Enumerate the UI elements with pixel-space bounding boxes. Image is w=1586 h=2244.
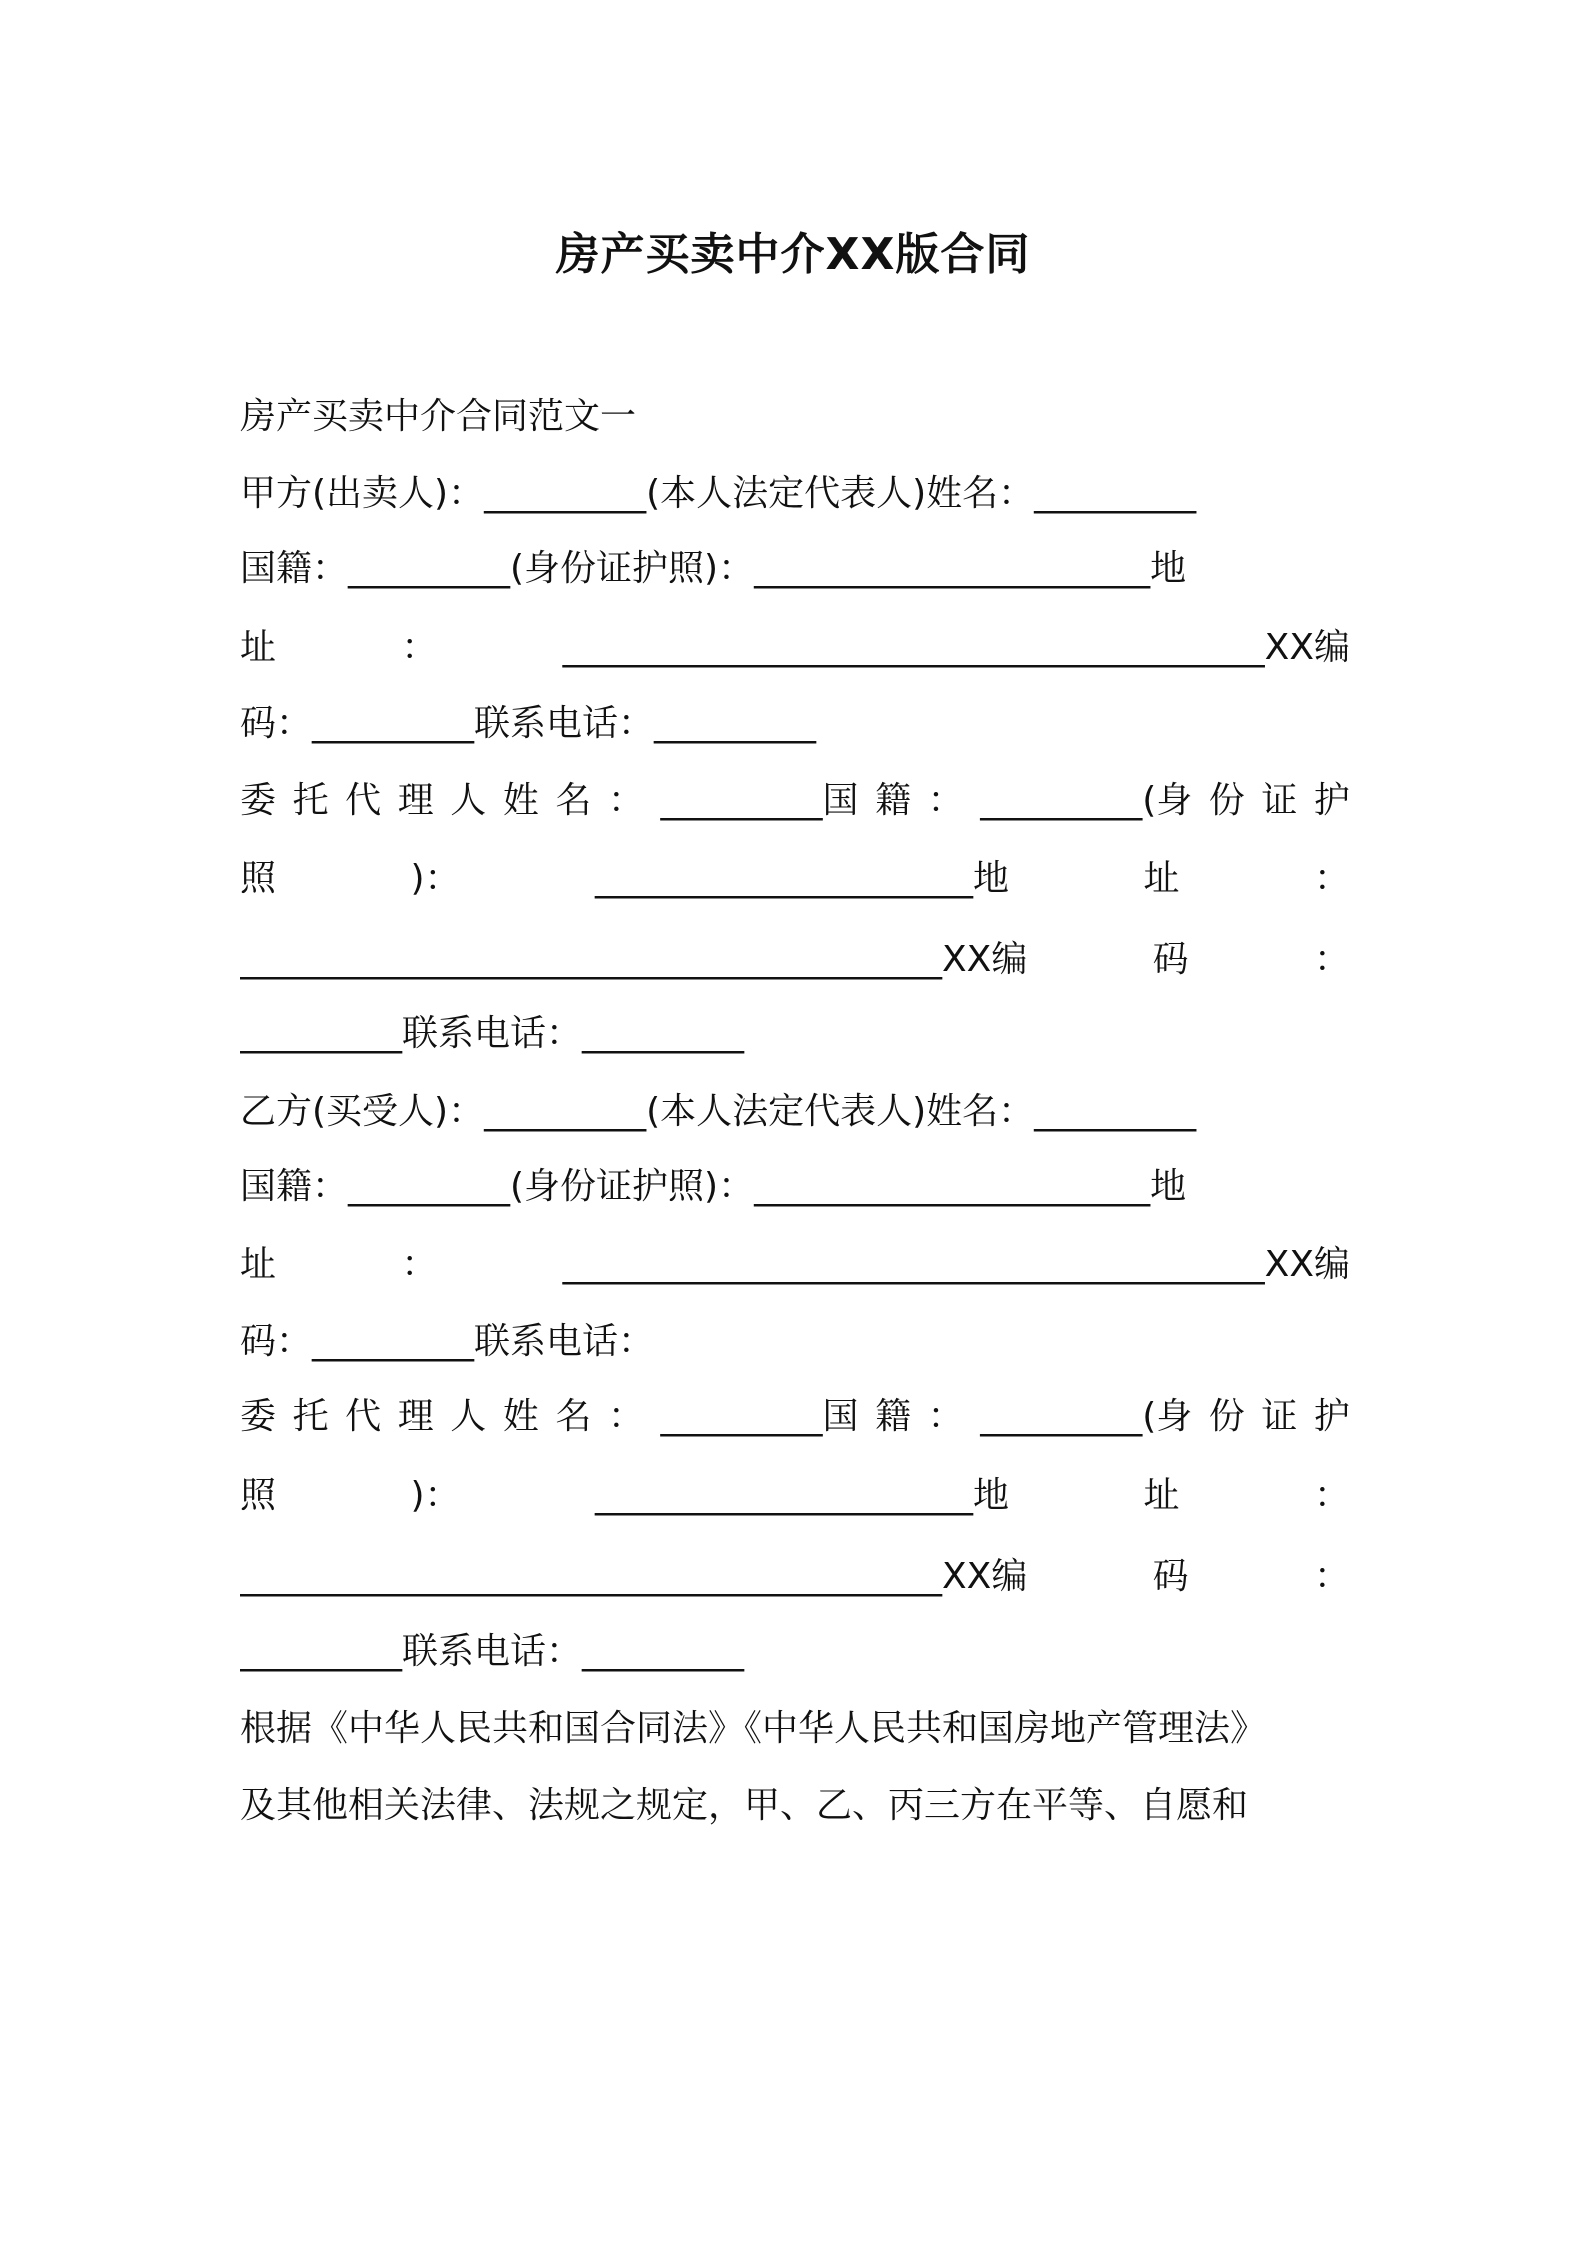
text-segment: 代 [345, 1396, 382, 1437]
text-segment: 人 [450, 1396, 487, 1437]
text-segment: 证 [1261, 780, 1298, 821]
text-segment: 人 [450, 780, 487, 821]
document-title: 房产买卖中介XX版合同 [555, 229, 1031, 280]
text-segment: 国籍：_________(身份证护照)：______________________地 [240, 1166, 1187, 1207]
text-line [240, 1553, 1350, 1601]
text-line [240, 1628, 1350, 1676]
text-segment: 码 [1152, 939, 1189, 980]
text-segment: _______________________________________XX编 [240, 1556, 1028, 1597]
text-segment: ： [607, 780, 644, 821]
text-segment: 址 [1143, 1475, 1180, 1516]
text-line [240, 855, 1350, 903]
text-segment: 乙方(买受人)：_________(本人法定代表人)姓名：_________ [240, 1091, 1197, 1132]
text-segment: _________联系电话：_________ [240, 1013, 745, 1054]
text-segment: 址 [240, 1244, 277, 1285]
text-segment: ： [1313, 858, 1350, 899]
text-line [240, 1705, 1350, 1753]
text-segment: _______________________________________XX编 [240, 939, 1028, 980]
text-segment: ： [1313, 1475, 1350, 1516]
text-segment: 名 [555, 780, 592, 821]
text-segment: 姓 [502, 780, 539, 821]
text-segment: 代 [345, 780, 382, 821]
text-line [240, 1163, 1350, 1211]
text-segment: 码 [1152, 1556, 1189, 1597]
text-line [240, 1472, 1350, 1520]
text-segment: ： [401, 1244, 438, 1285]
text-segment: )： [410, 858, 461, 899]
text-line [240, 1010, 1350, 1058]
text-segment: 照 [240, 858, 277, 899]
text-segment: _________国 [660, 780, 859, 821]
text-segment: )： [410, 1475, 461, 1516]
text-line [240, 777, 1350, 825]
text-segment: 照 [240, 1475, 277, 1516]
text-line [240, 470, 1350, 518]
text-segment: 托 [292, 780, 329, 821]
text-segment: 份 [1208, 780, 1245, 821]
text-segment: 护 [1313, 780, 1350, 821]
text-segment: _________(身 [980, 1396, 1193, 1437]
text-line [240, 1318, 1350, 1366]
text-line [240, 1393, 1350, 1441]
text-segment: 码：_________联系电话：_________ [240, 703, 817, 744]
text-segment: 址 [240, 627, 277, 668]
text-segment: 委 [240, 1396, 277, 1437]
text-line [240, 700, 1350, 748]
text-segment: 护 [1313, 1396, 1350, 1437]
text-segment: 理 [397, 1396, 434, 1437]
text-segment: _________(身 [980, 780, 1193, 821]
text-segment: _______________________________________XX编 [562, 1244, 1350, 1285]
text-segment: 根据《中华人民共和国合同法》《中华人民共和国房地产管理法》 [240, 1708, 1267, 1749]
text-segment: 籍 [875, 1396, 912, 1437]
text-segment: 址 [1143, 858, 1180, 899]
text-line [240, 936, 1350, 984]
text-line [240, 624, 1350, 672]
text-line [240, 545, 1350, 593]
text-segment: ： [1313, 1556, 1350, 1597]
text-segment: 房产买卖中介合同范文一 [240, 396, 637, 437]
text-segment: 理 [397, 780, 434, 821]
text-segment: 证 [1261, 1396, 1298, 1437]
text-segment: ： [607, 1396, 644, 1437]
text-line [240, 393, 1350, 441]
text-segment: _______________________________________XX编 [562, 627, 1350, 668]
text-line [240, 1241, 1350, 1289]
text-segment: _____________________地 [595, 1475, 1009, 1516]
text-segment: 码：_________联系电话： [240, 1321, 655, 1362]
text-segment: 及其他相关法律、法规之规定，甲、乙、丙三方在平等、自愿和 [240, 1785, 1249, 1826]
text-segment: ： [401, 627, 438, 668]
text-segment: _________联系电话：_________ [240, 1631, 745, 1672]
text-segment: 份 [1208, 1396, 1245, 1437]
text-line [240, 1782, 1350, 1830]
text-line [240, 1088, 1350, 1136]
text-segment: 名 [555, 1396, 592, 1437]
text-segment: ： [927, 1396, 964, 1437]
text-segment: 托 [292, 1396, 329, 1437]
text-segment: 籍 [875, 780, 912, 821]
text-segment: ： [1313, 939, 1350, 980]
text-segment: 甲方(出卖人)：_________(本人法定代表人)姓名：_________ [240, 473, 1197, 514]
text-segment: 委 [240, 780, 277, 821]
text-segment: _________国 [660, 1396, 859, 1437]
text-segment: ： [927, 780, 964, 821]
text-segment: 国籍：_________(身份证护照)：______________________地 [240, 548, 1187, 589]
text-segment: 姓 [502, 1396, 539, 1437]
text-segment: _____________________地 [595, 858, 1009, 899]
